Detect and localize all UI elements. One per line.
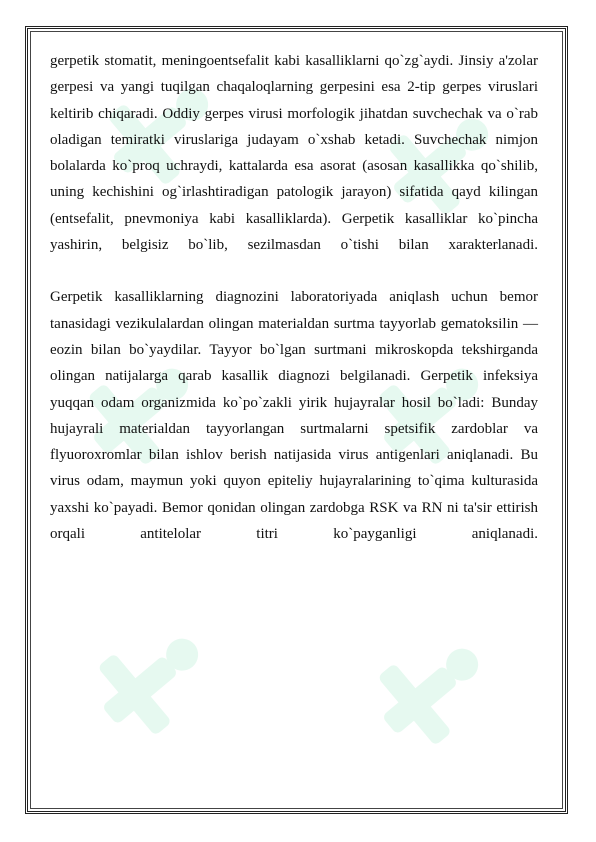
document-body [50,48,538,547]
paragraph-1: gerpetik stomatit, meningoentsefalit kabi kasalliklarni qo`zg`aydi. Jinsiy a'zolar gerpesi va yangi tuqilgan chaqaloqlarning gerpesini esa 2-tip gerpes viruslari keltirib chiqaradi. Oddiy gerpes virusi morfologik jihatdan suvchechak va o`rab oladigan temiratki viruslariga judayam o`xshab ketadi. Suvchechak nimjon bolalarda ko`proq uchraydi, kattalarda esa asorat (asosan kasallikka qo`shilib, uning kechishini og`irlashtiradigan patologik jarayon) sifatida qayd kilingan (entsefalit, pnevmoniya kabi kasalliklarda). Gerpetik kasalliklar ko`pincha yashirin, belgisiz bo`lib, sezilmasdan o`tishi bilan xarakterlanadi. [50,53,538,254]
paragraph-2: Gerpetik kasalliklarning diagnozini laboratoriyada aniqlash uchun bemor tanasidagi vezikulalardan olingan materialdan surtma tayyorlab gematoksilin — eozin bilan bo`yaydilar. Tayyor bo`lgan surtmani mikroskopda tekshirganda olingan natijalarga qarab kasallik diagnozi belgilanadi. Gerpetik infeksiya yuqqan odam organizmida ko`po`zakli yirik hujayralar hosil bo`ladi: Bunday hujayrali materialdan tayyorlangan surtmalarni spetsifik zardoblar va flyuoroxromlar bilan ishlov berish natijasida virus antigenlari aniqlanadi. Bu virus odam, maymun yoki quyon epiteliy hujayralarining to`qima kulturasida yaxshi ko`payadi. Bemor qonidan olingan zardobga RSK va RN ni ta'sir ettirish orqali antitelolar titri ko`payganligi aniqlanadi. [50,289,538,543]
